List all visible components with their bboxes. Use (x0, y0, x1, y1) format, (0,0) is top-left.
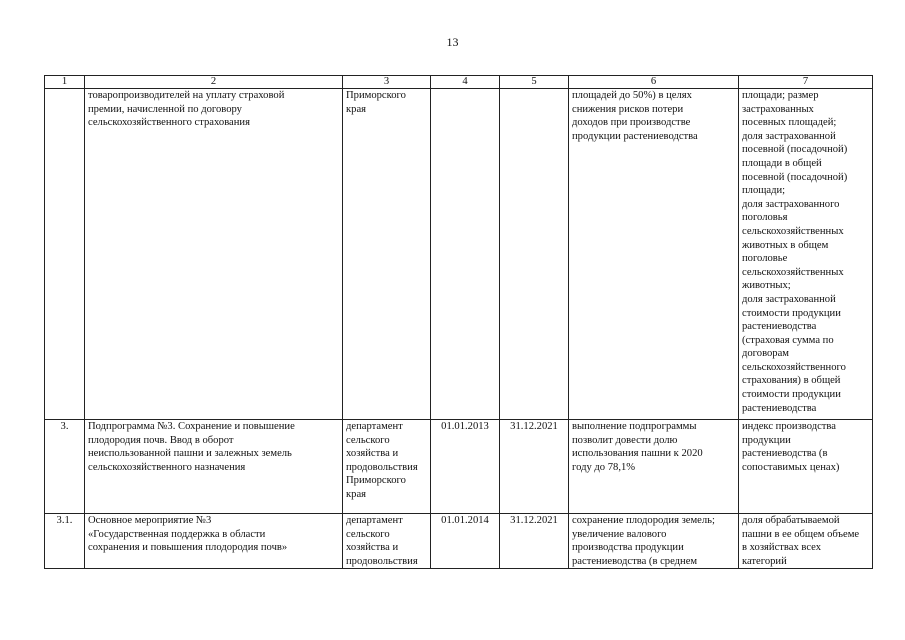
program-table (44, 75, 873, 569)
end-date-cell: 31.12.2021 (500, 420, 569, 514)
indicator-text: доля обрабатываемой пашни в ее общем объеме в хозяйствах всех категорий (742, 515, 860, 567)
column-header-3: 3 (343, 76, 431, 89)
executor-text: департамент сельского хозяйства и продовольствия (346, 515, 418, 567)
measure-name-text: Подпрограмма №3. Сохранение и повышение плодородия почв. Ввод в оборот неиспользованной пашни и залежных земель сельскохозяйственного назначения (88, 421, 295, 473)
expected-result-text: сохранение плодородия земель; увеличение валового производства продукции растениеводства (в среднем (572, 515, 715, 567)
row-number-cell (45, 89, 85, 420)
expected-result-cell (569, 420, 739, 514)
executor-text: департамент сельского хозяйства и продовольствия Приморского края (346, 421, 418, 500)
table-row (45, 514, 873, 569)
table-row (45, 420, 873, 514)
table-row (45, 89, 873, 420)
measure-name-cell (85, 514, 343, 569)
expected-result-text: площадей до 50%) в целях снижения рисков потери доходов при производстве продукции растениеводства (572, 90, 698, 142)
executor-cell (343, 420, 431, 514)
executor-text: Приморского края (346, 90, 406, 115)
indicator-cell (739, 89, 873, 420)
indicator-cell (739, 420, 873, 514)
table-header-row (45, 76, 873, 89)
start-date-cell: 01.01.2014 (431, 514, 500, 569)
row-number-cell: 3. (45, 420, 85, 514)
row-number-cell: 3.1. (45, 514, 85, 569)
column-header-6: 6 (569, 76, 739, 89)
end-date-cell: 31.12.2021 (500, 514, 569, 569)
column-header-1: 1 (45, 76, 85, 89)
expected-result-text: выполнение подпрограммы позволит довести долю использования пашни к 2020 году до 78,1% (572, 421, 703, 473)
start-date-cell: 01.01.2013 (431, 420, 500, 514)
end-date-cell (500, 89, 569, 420)
column-header-2: 2 (85, 76, 343, 89)
column-header-5: 5 (500, 76, 569, 89)
page-number: 13 (446, 35, 459, 49)
measure-name-text: Основное мероприятие №3 «Государственная поддержка в области сохранения и повышения плодородия почв» (88, 515, 288, 554)
measure-name-cell (85, 420, 343, 514)
executor-cell (343, 89, 431, 420)
executor-cell (343, 514, 431, 569)
column-header-7: 7 (739, 76, 873, 89)
expected-result-cell (569, 89, 739, 420)
expected-result-cell (569, 514, 739, 569)
indicator-cell (739, 514, 873, 569)
indicator-text: индекс производства продукции растениеводства (в сопоставимых ценах) (742, 421, 840, 473)
indicator-text: площади; размер застрахованных посевных площадей; доля застрахованной посевной (посадочной) площади в общей посевной (посадочной) площади; доля застрахованного поголовья сельскохозяйственных животных в общем поголовье сельскохозяйственных животных; доля застрахованной стоимости продукции растениеводства (страховая сумма по договорам сельскохозяйственного страхования) в общей стоимости продукции растениеводства (742, 90, 848, 414)
column-header-4: 4 (431, 76, 500, 89)
measure-name-text: товаропроизводителей на уплату страховой премии, начисленной по договору сельскохозяйственного страхования (88, 90, 285, 129)
start-date-cell (431, 89, 500, 420)
measure-name-cell (85, 89, 343, 420)
